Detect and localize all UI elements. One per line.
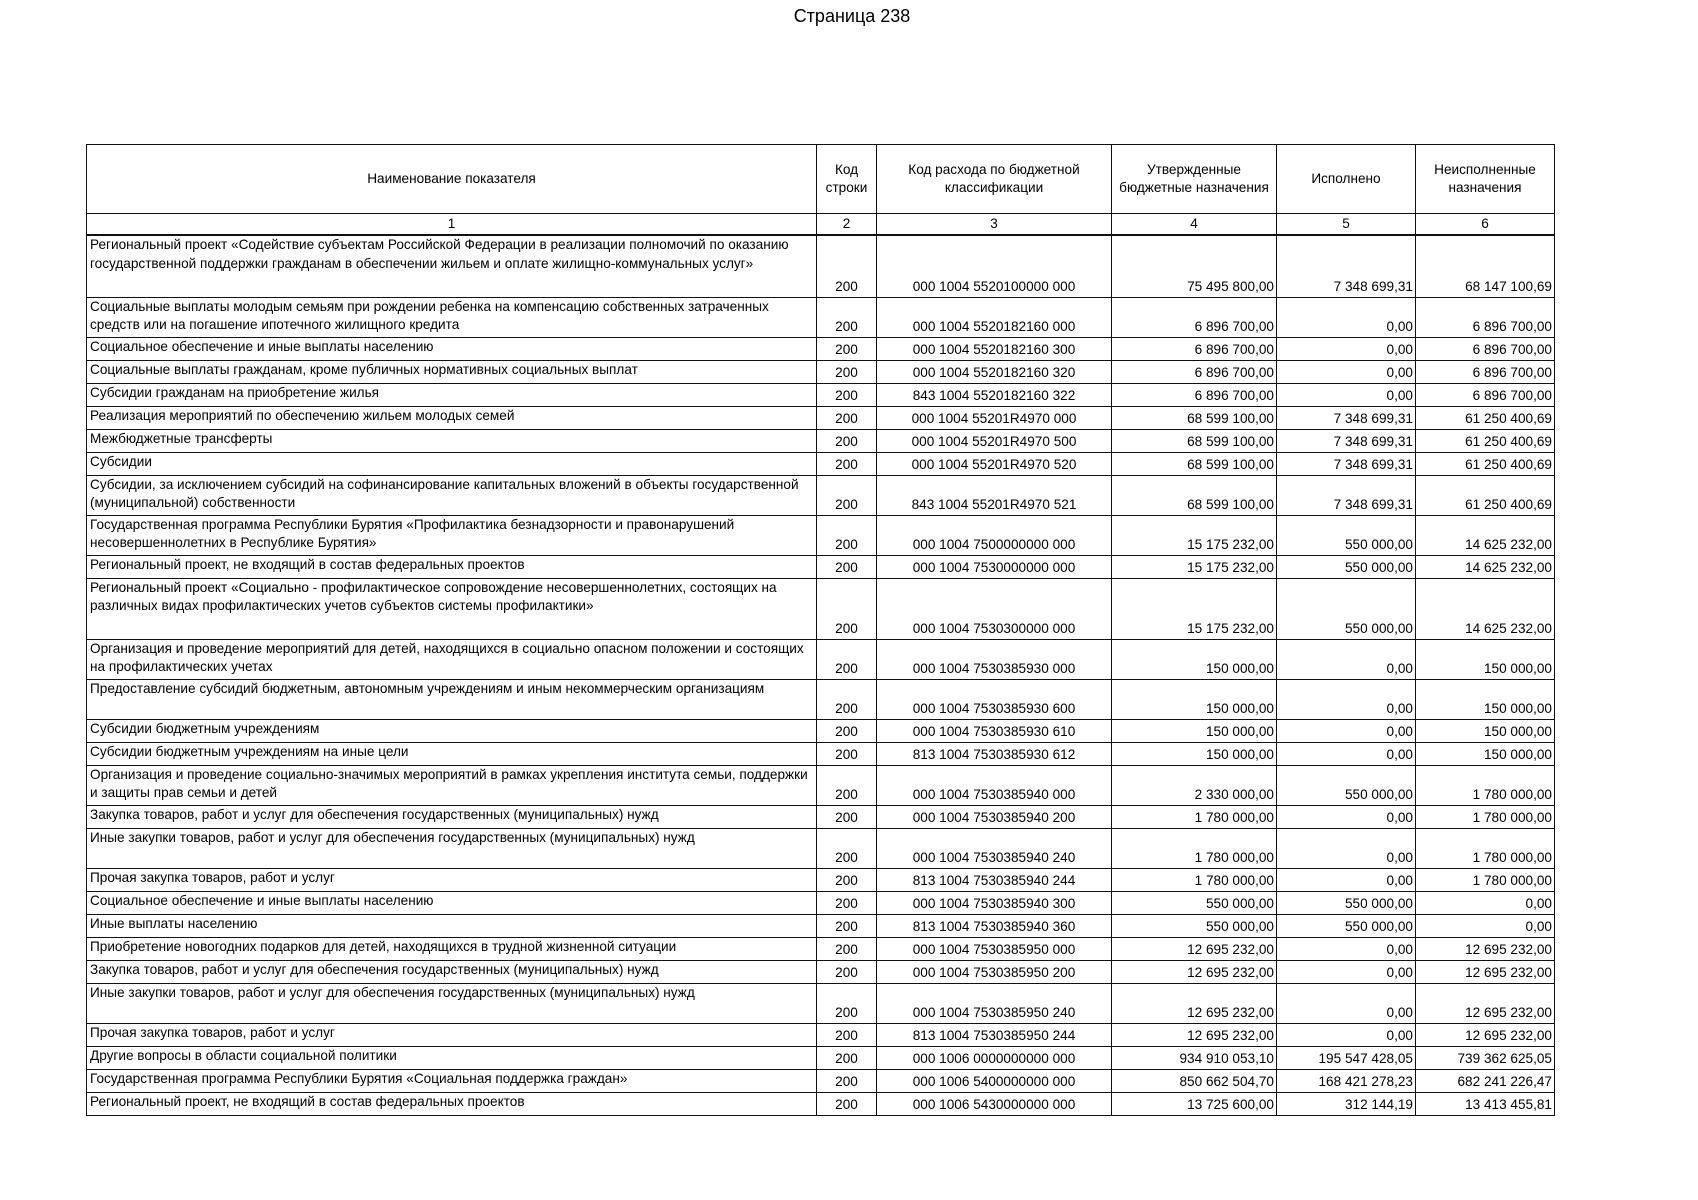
row-executed: 168 421 278,23 xyxy=(1277,1069,1416,1092)
row-budget-code: 000 1004 55201R4970 000 xyxy=(877,406,1112,429)
row-approved: 68 599 100,00 xyxy=(1112,452,1277,475)
row-line-code: 200 xyxy=(817,578,877,639)
row-unexecuted: 61 250 400,69 xyxy=(1416,452,1555,475)
row-name: Закупка товаров, работ и услуг для обеспечения государственных (муниципальных) нужд xyxy=(87,805,817,828)
table-row xyxy=(87,679,1555,719)
row-line-code: 200 xyxy=(817,937,877,960)
row-executed: 0,00 xyxy=(1277,383,1416,406)
row-approved: 1 780 000,00 xyxy=(1112,828,1277,868)
row-unexecuted: 150 000,00 xyxy=(1416,639,1555,679)
row-name: Субсидии бюджетным учреждениям xyxy=(87,719,817,742)
row-name: Прочая закупка товаров, работ и услуг xyxy=(87,1023,817,1046)
row-line-code: 200 xyxy=(817,742,877,765)
row-executed: 0,00 xyxy=(1277,639,1416,679)
row-budget-code: 000 1006 5400000000 000 xyxy=(877,1069,1112,1092)
row-name: Межбюджетные трансферты xyxy=(87,429,817,452)
row-executed: 550 000,00 xyxy=(1277,515,1416,555)
row-unexecuted: 14 625 232,00 xyxy=(1416,578,1555,639)
row-line-code: 200 xyxy=(817,475,877,515)
table-row xyxy=(87,297,1555,337)
row-unexecuted: 12 695 232,00 xyxy=(1416,960,1555,983)
row-approved: 68 599 100,00 xyxy=(1112,475,1277,515)
table-row xyxy=(87,429,1555,452)
row-unexecuted: 150 000,00 xyxy=(1416,742,1555,765)
row-unexecuted: 1 780 000,00 xyxy=(1416,805,1555,828)
table-row xyxy=(87,578,1555,639)
row-approved: 68 599 100,00 xyxy=(1112,406,1277,429)
row-unexecuted: 61 250 400,69 xyxy=(1416,475,1555,515)
row-unexecuted: 682 241 226,47 xyxy=(1416,1069,1555,1092)
row-approved: 850 662 504,70 xyxy=(1112,1069,1277,1092)
table-row xyxy=(87,383,1555,406)
table-row xyxy=(87,914,1555,937)
row-budget-code: 813 1004 7530385940 360 xyxy=(877,914,1112,937)
row-approved: 12 695 232,00 xyxy=(1112,937,1277,960)
table-row xyxy=(87,983,1555,1023)
row-budget-code: 000 1004 7530385930 600 xyxy=(877,679,1112,719)
row-approved: 6 896 700,00 xyxy=(1112,383,1277,406)
row-budget-code: 813 1004 7530385930 612 xyxy=(877,742,1112,765)
row-name: Приобретение новогодних подарков для детей, находящихся в трудной жизненной ситуации xyxy=(87,937,817,960)
row-executed: 0,00 xyxy=(1277,868,1416,891)
table-row xyxy=(87,765,1555,805)
table-row xyxy=(87,1069,1555,1092)
row-budget-code: 000 1004 7530385950 240 xyxy=(877,983,1112,1023)
row-name: Региональный проект, не входящий в состав федеральных проектов xyxy=(87,555,817,578)
row-name: Социальные выплаты гражданам, кроме публичных нормативных социальных выплат xyxy=(87,360,817,383)
row-executed: 0,00 xyxy=(1277,828,1416,868)
row-approved: 6 896 700,00 xyxy=(1112,337,1277,360)
table-row xyxy=(87,742,1555,765)
row-name: Государственная программа Республики Бурятия «Профилактика безнадзорности и правонарушений несовершеннолетних в Республике Бурятия» xyxy=(87,515,817,555)
row-name: Субсидии бюджетным учреждениям на иные цели xyxy=(87,742,817,765)
table-row xyxy=(87,452,1555,475)
row-approved: 6 896 700,00 xyxy=(1112,360,1277,383)
row-approved: 68 599 100,00 xyxy=(1112,429,1277,452)
row-line-code: 200 xyxy=(817,891,877,914)
row-unexecuted: 14 625 232,00 xyxy=(1416,555,1555,578)
table-row xyxy=(87,639,1555,679)
row-budget-code: 813 1004 7530385950 244 xyxy=(877,1023,1112,1046)
header-line-code: Код строки xyxy=(817,145,877,214)
row-budget-code: 000 1004 5520182160 300 xyxy=(877,337,1112,360)
table-row xyxy=(87,235,1555,297)
row-line-code: 200 xyxy=(817,719,877,742)
table-row xyxy=(87,828,1555,868)
row-unexecuted: 6 896 700,00 xyxy=(1416,337,1555,360)
column-number: 1 xyxy=(87,214,817,236)
row-unexecuted: 12 695 232,00 xyxy=(1416,983,1555,1023)
row-approved: 75 495 800,00 xyxy=(1112,235,1277,297)
row-name: Региональный проект «Социально - профилактическое сопровождение несовершеннолетних, состоящих на различных видах профилактических учетов субъектов системы профилактики» xyxy=(87,578,817,639)
table-row xyxy=(87,406,1555,429)
row-line-code: 200 xyxy=(817,360,877,383)
row-unexecuted: 13 413 455,81 xyxy=(1416,1092,1555,1115)
row-approved: 1 780 000,00 xyxy=(1112,805,1277,828)
column-number: 4 xyxy=(1112,214,1277,236)
row-unexecuted: 0,00 xyxy=(1416,914,1555,937)
table-row xyxy=(87,1046,1555,1069)
table-row xyxy=(87,515,1555,555)
header-name: Наименование показателя xyxy=(87,145,817,214)
row-budget-code: 813 1004 7530385940 244 xyxy=(877,868,1112,891)
row-executed: 550 000,00 xyxy=(1277,765,1416,805)
row-name: Государственная программа Республики Бурятия «Социальная поддержка граждан» xyxy=(87,1069,817,1092)
row-unexecuted: 1 780 000,00 xyxy=(1416,765,1555,805)
row-budget-code: 000 1004 5520182160 320 xyxy=(877,360,1112,383)
row-approved: 13 725 600,00 xyxy=(1112,1092,1277,1115)
row-approved: 150 000,00 xyxy=(1112,719,1277,742)
table-row xyxy=(87,937,1555,960)
row-line-code: 200 xyxy=(817,406,877,429)
row-line-code: 200 xyxy=(817,452,877,475)
header-row xyxy=(87,145,1555,214)
row-unexecuted: 1 780 000,00 xyxy=(1416,868,1555,891)
row-line-code: 200 xyxy=(817,235,877,297)
column-number: 5 xyxy=(1277,214,1416,236)
column-number: 6 xyxy=(1416,214,1555,236)
header-approved: Утвержденные бюджетные назначения xyxy=(1112,145,1277,214)
row-unexecuted: 6 896 700,00 xyxy=(1416,383,1555,406)
row-executed: 7 348 699,31 xyxy=(1277,475,1416,515)
header-executed: Исполнено xyxy=(1277,145,1416,214)
row-unexecuted: 739 362 625,05 xyxy=(1416,1046,1555,1069)
row-line-code: 200 xyxy=(817,1092,877,1115)
row-name: Субсидии, за исключением субсидий на софинансирование капитальных вложений в объекты государственной (муниципальной) собственности xyxy=(87,475,817,515)
header-unexecuted: Неисполненные назначения xyxy=(1416,145,1555,214)
row-unexecuted: 1 780 000,00 xyxy=(1416,828,1555,868)
table-row xyxy=(87,1023,1555,1046)
row-name: Иные выплаты населению xyxy=(87,914,817,937)
row-line-code: 200 xyxy=(817,828,877,868)
row-line-code: 200 xyxy=(817,383,877,406)
row-line-code: 200 xyxy=(817,765,877,805)
row-unexecuted: 12 695 232,00 xyxy=(1416,937,1555,960)
row-executed: 0,00 xyxy=(1277,742,1416,765)
table-row xyxy=(87,868,1555,891)
row-name: Другие вопросы в области социальной политики xyxy=(87,1046,817,1069)
row-executed: 550 000,00 xyxy=(1277,578,1416,639)
row-approved: 12 695 232,00 xyxy=(1112,1023,1277,1046)
table-row xyxy=(87,805,1555,828)
row-executed: 0,00 xyxy=(1277,679,1416,719)
row-unexecuted: 0,00 xyxy=(1416,891,1555,914)
row-executed: 0,00 xyxy=(1277,360,1416,383)
table-row xyxy=(87,960,1555,983)
row-approved: 15 175 232,00 xyxy=(1112,555,1277,578)
row-approved: 150 000,00 xyxy=(1112,679,1277,719)
row-executed: 195 547 428,05 xyxy=(1277,1046,1416,1069)
row-budget-code: 843 1004 55201R4970 521 xyxy=(877,475,1112,515)
row-executed: 312 144,19 xyxy=(1277,1092,1416,1115)
row-executed: 0,00 xyxy=(1277,297,1416,337)
column-number-row xyxy=(87,214,1555,236)
row-budget-code: 000 1006 5430000000 000 xyxy=(877,1092,1112,1115)
row-budget-code: 843 1004 5520182160 322 xyxy=(877,383,1112,406)
row-line-code: 200 xyxy=(817,429,877,452)
row-line-code: 200 xyxy=(817,1046,877,1069)
row-budget-code: 000 1004 7530385930 000 xyxy=(877,639,1112,679)
row-unexecuted: 14 625 232,00 xyxy=(1416,515,1555,555)
row-name: Социальное обеспечение и иные выплаты населению xyxy=(87,891,817,914)
row-line-code: 200 xyxy=(817,515,877,555)
row-budget-code: 000 1004 55201R4970 520 xyxy=(877,452,1112,475)
row-name: Прочая закупка товаров, работ и услуг xyxy=(87,868,817,891)
row-name: Иные закупки товаров, работ и услуг для обеспечения государственных (муниципальных) нужд xyxy=(87,828,817,868)
row-budget-code: 000 1006 0000000000 000 xyxy=(877,1046,1112,1069)
row-line-code: 200 xyxy=(817,1069,877,1092)
row-executed: 0,00 xyxy=(1277,960,1416,983)
row-executed: 550 000,00 xyxy=(1277,891,1416,914)
row-line-code: 200 xyxy=(817,914,877,937)
row-budget-code: 000 1004 7530385940 200 xyxy=(877,805,1112,828)
row-budget-code: 000 1004 7500000000 000 xyxy=(877,515,1112,555)
row-approved: 12 695 232,00 xyxy=(1112,983,1277,1023)
row-approved: 150 000,00 xyxy=(1112,639,1277,679)
row-executed: 0,00 xyxy=(1277,719,1416,742)
row-executed: 7 348 699,31 xyxy=(1277,429,1416,452)
row-name: Региональный проект, не входящий в состав федеральных проектов xyxy=(87,1092,817,1115)
row-budget-code: 000 1004 5520100000 000 xyxy=(877,235,1112,297)
row-approved: 550 000,00 xyxy=(1112,914,1277,937)
row-line-code: 200 xyxy=(817,337,877,360)
column-number: 2 xyxy=(817,214,877,236)
page-title: Страница 238 xyxy=(793,6,911,26)
table-row xyxy=(87,360,1555,383)
row-line-code: 200 xyxy=(817,960,877,983)
row-budget-code: 000 1004 7530385940 300 xyxy=(877,891,1112,914)
table-row xyxy=(87,555,1555,578)
row-budget-code: 000 1004 7530385930 610 xyxy=(877,719,1112,742)
row-unexecuted: 12 695 232,00 xyxy=(1416,1023,1555,1046)
row-line-code: 200 xyxy=(817,679,877,719)
table-row xyxy=(87,891,1555,914)
row-name: Реализация мероприятий по обеспечению жильем молодых семей xyxy=(87,406,817,429)
row-line-code: 200 xyxy=(817,983,877,1023)
table-row xyxy=(87,475,1555,515)
row-unexecuted: 61 250 400,69 xyxy=(1416,406,1555,429)
row-name: Организация и проведение мероприятий для детей, находящихся в социально опасном положении и состоящих на профилактических учетах xyxy=(87,639,817,679)
row-approved: 15 175 232,00 xyxy=(1112,578,1277,639)
row-approved: 550 000,00 xyxy=(1112,891,1277,914)
row-executed: 0,00 xyxy=(1277,1023,1416,1046)
row-approved: 1 780 000,00 xyxy=(1112,868,1277,891)
row-budget-code: 000 1004 7530385940 000 xyxy=(877,765,1112,805)
row-budget-code: 000 1004 7530385940 240 xyxy=(877,828,1112,868)
row-unexecuted: 150 000,00 xyxy=(1416,679,1555,719)
table-row xyxy=(87,337,1555,360)
row-line-code: 200 xyxy=(817,805,877,828)
row-executed: 0,00 xyxy=(1277,983,1416,1023)
row-executed: 550 000,00 xyxy=(1277,914,1416,937)
row-unexecuted: 150 000,00 xyxy=(1416,719,1555,742)
column-number: 3 xyxy=(877,214,1112,236)
row-executed: 7 348 699,31 xyxy=(1277,406,1416,429)
table-row xyxy=(87,1092,1555,1115)
row-name: Иные закупки товаров, работ и услуг для обеспечения государственных (муниципальных) нужд xyxy=(87,983,817,1023)
row-budget-code: 000 1004 7530300000 000 xyxy=(877,578,1112,639)
row-unexecuted: 61 250 400,69 xyxy=(1416,429,1555,452)
row-approved: 15 175 232,00 xyxy=(1112,515,1277,555)
row-executed: 0,00 xyxy=(1277,805,1416,828)
row-approved: 2 330 000,00 xyxy=(1112,765,1277,805)
row-unexecuted: 6 896 700,00 xyxy=(1416,297,1555,337)
row-approved: 150 000,00 xyxy=(1112,742,1277,765)
row-approved: 934 910 053,10 xyxy=(1112,1046,1277,1069)
row-line-code: 200 xyxy=(817,868,877,891)
row-executed: 550 000,00 xyxy=(1277,555,1416,578)
row-budget-code: 000 1004 7530385950 200 xyxy=(877,960,1112,983)
row-executed: 7 348 699,31 xyxy=(1277,452,1416,475)
row-executed: 7 348 699,31 xyxy=(1277,235,1416,297)
row-line-code: 200 xyxy=(817,297,877,337)
row-executed: 0,00 xyxy=(1277,937,1416,960)
row-name: Региональный проект «Содействие субъектам Российской Федерации в реализации полномочий по оказанию государственной поддержки гражданам в обеспечении жильем и оплате жилищно-коммунальных услуг» xyxy=(87,235,817,297)
row-approved: 6 896 700,00 xyxy=(1112,297,1277,337)
row-name: Социальные выплаты молодым семьям при рождении ребенка на компенсацию собственных затраченных средств или на погашение ипотечного жилищного кредита xyxy=(87,297,817,337)
row-approved: 12 695 232,00 xyxy=(1112,960,1277,983)
row-budget-code: 000 1004 7530385950 000 xyxy=(877,937,1112,960)
row-name: Социальное обеспечение и иные выплаты населению xyxy=(87,337,817,360)
row-unexecuted: 6 896 700,00 xyxy=(1416,360,1555,383)
row-name: Субсидии xyxy=(87,452,817,475)
row-name: Закупка товаров, работ и услуг для обеспечения государственных (муниципальных) нужд xyxy=(87,960,817,983)
row-line-code: 200 xyxy=(817,1023,877,1046)
row-budget-code: 000 1004 7530000000 000 xyxy=(877,555,1112,578)
row-budget-code: 000 1004 55201R4970 500 xyxy=(877,429,1112,452)
budget-table xyxy=(86,144,1555,1116)
row-unexecuted: 68 147 100,69 xyxy=(1416,235,1555,297)
row-line-code: 200 xyxy=(817,555,877,578)
table-row xyxy=(87,719,1555,742)
header-budget-code: Код расхода по бюджетной классификации xyxy=(877,145,1112,214)
row-budget-code: 000 1004 5520182160 000 xyxy=(877,297,1112,337)
row-name: Организация и проведение социально-значимых мероприятий в рамках укрепления института семьи, поддержки и защиты прав семьи и детей xyxy=(87,765,817,805)
row-name: Субсидии гражданам на приобретение жилья xyxy=(87,383,817,406)
row-line-code: 200 xyxy=(817,639,877,679)
row-name: Предоставление субсидий бюджетным, автономным учреждениям и иным некоммерческим организациям xyxy=(87,679,817,719)
row-executed: 0,00 xyxy=(1277,337,1416,360)
